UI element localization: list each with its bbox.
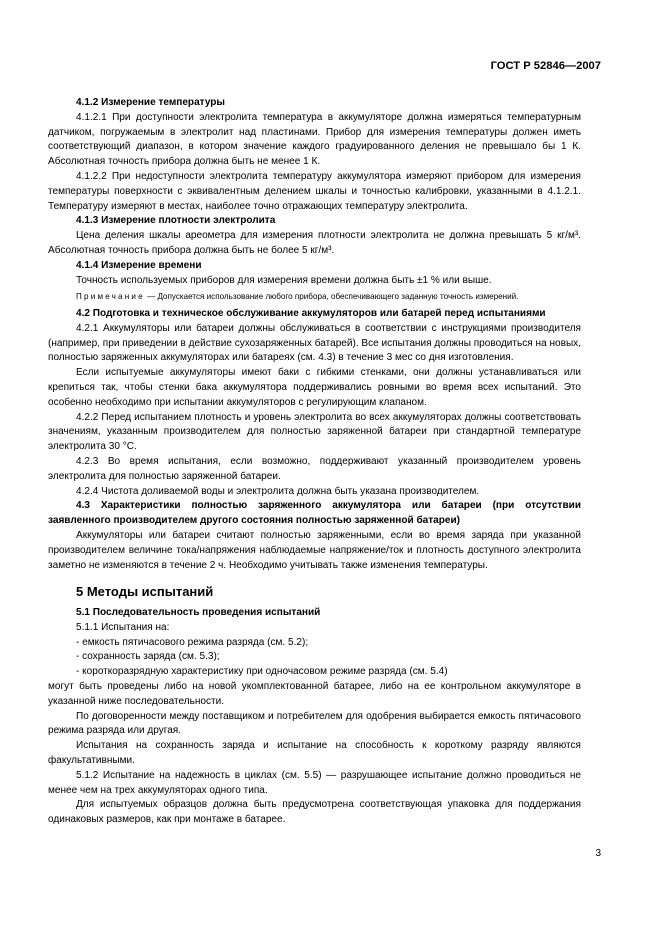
paragraph: Цена деления шкалы ареометра для измерения плотности электролита не должна превышать 5 кг/м³. Абсолютная точность прибора должна быть не более 5 кг/м³.: [48, 230, 581, 256]
paragraph: 5.1.2 Испытание на надежность в циклах (см. 5.5) — разрушающее испытание должно проводиться не менее чем на трех аккумуляторах одного типа.: [48, 769, 581, 796]
note-text: — Допускается использование любого прибора, обеспечивающего заданную точность измерений.: [144, 292, 519, 302]
paragraph: 4.2.4 Чистота доливаемой воды и электролита должна быть указана производителем.: [76, 485, 480, 497]
paragraph: 4.2.1 Аккумуляторы или батареи должны обслуживаться в соответствии с инструкциями производителя (например, при приведении в действие сухозаряженных батарей). Все испытания должны проводиться на новых, полностью заряженных аккумуляторах или батареях (см. 4.3) в течение 3 мес со дня изготовления.: [48, 322, 581, 364]
paragraph: могут быть проведены либо на новой укомплектованной батарее, либо на ее контрольном аккумуляторе в указанной ниже последовательности.: [48, 681, 581, 707]
document-header: ГОСТ Р 52846—2007: [490, 60, 601, 72]
paragraph: 4.1.2.2 При недоступности электролита температуру аккумулятора измеряют прибором для измерения температуры поверхности с эквивалентным делением шкалы и точностью калибровки, указанными в 4.1.2.1. Температуру измеряют в местах, наиболее точно отражающих температуру электролита.: [48, 170, 581, 212]
section-heading: 5.1 Последовательность проведения испытаний: [76, 607, 321, 619]
section-heading: 4.3 Характеристики полностью заряженного аккумулятора или батареи (при отсутствии заявленного производителем другого состояния полностью заряженной батареи): [48, 500, 581, 527]
note: [48, 291, 581, 304]
paragraph: Аккумуляторы или батареи считают полностью заряженными, если во время заряда при указанной производителем величине тока/напряжения наблюдаемые напряжение/ток и плотность доступного электролита заметно не изменяются в течение 2 ч. Необходимо учитывать также изменения температуры.: [48, 529, 581, 571]
document-body: [48, 96, 581, 828]
paragraph: 4.2.2 Перед испытанием плотность и уровень электролита во всех аккумуляторах должны соответствовать значениям, указанным производителем для полностью заряженной батареи при стандартной температуре электролита 30 °С.: [48, 411, 581, 453]
paragraph: Для испытуемых образцов должна быть предусмотрена соответствующая упаковка для поддержания одинаковых размеров, как при монтаже в батарее.: [48, 799, 581, 826]
chapter-heading: 5 Методы испытаний: [76, 584, 214, 600]
paragraph: 5.1.1 Испытания на:: [76, 621, 170, 633]
paragraph: Точность используемых приборов для измерения времени должна быть ±1 % или выше.: [76, 274, 492, 286]
subsection-heading: 4.1.2 Измерение температуры: [76, 97, 226, 108]
note-label: Примечание: [76, 292, 145, 302]
list-item: - емкость пятичасового режима разряда (см. 5.2);: [76, 636, 309, 648]
page-number: 3: [595, 848, 601, 859]
subsection-heading: 4.1.4 Измерение времени: [76, 259, 202, 271]
list-item: - сохранность заряда (см. 5.3);: [76, 651, 220, 663]
paragraph: 4.1.2.1 При доступности электролита температура в аккумуляторе должна измеряться температурным датчиком, погружаемым в электролит над пластинами. Прибор для измерения температуры должен иметь соответствующий диапазон, в котором значение каждого градуированного деления не превышало бы 1 К. Абсолютная точность прибора должна быть не менее 1 К.: [48, 111, 581, 168]
paragraph: Испытания на сохранность заряда и испытание на способность к короткому разряду являются факультативными.: [48, 740, 581, 767]
section-heading: 4.2 Подготовка и техническое обслуживание аккумуляторов или батарей перед испытаниями: [76, 307, 546, 319]
paragraph: По договоренности между поставщиком и потребителем для одобрения выбирается емкость пятичасового режима разряда или другая.: [48, 710, 581, 737]
paragraph: Если испытуемые аккумуляторы имеют баки с гибкими стенками, они должны устанавливаться или крепиться так, чтобы стенки бака аккумулятора поддерживались ровными во время всех испытаний. Это особенно необходимо при испытании аккумуляторов с регулирующим клапаном.: [48, 367, 581, 408]
subsection-heading: 4.1.3 Измерение плотности электролита: [76, 215, 276, 227]
list-item: - короткоразрядную характеристику при одночасовом режиме разряда (см. 5.4): [76, 666, 448, 678]
paragraph: 4.2.3 Во время испытания, если возможно, поддерживают указанный производителем уровень электролита для полностью заряженной батареи.: [48, 455, 581, 482]
